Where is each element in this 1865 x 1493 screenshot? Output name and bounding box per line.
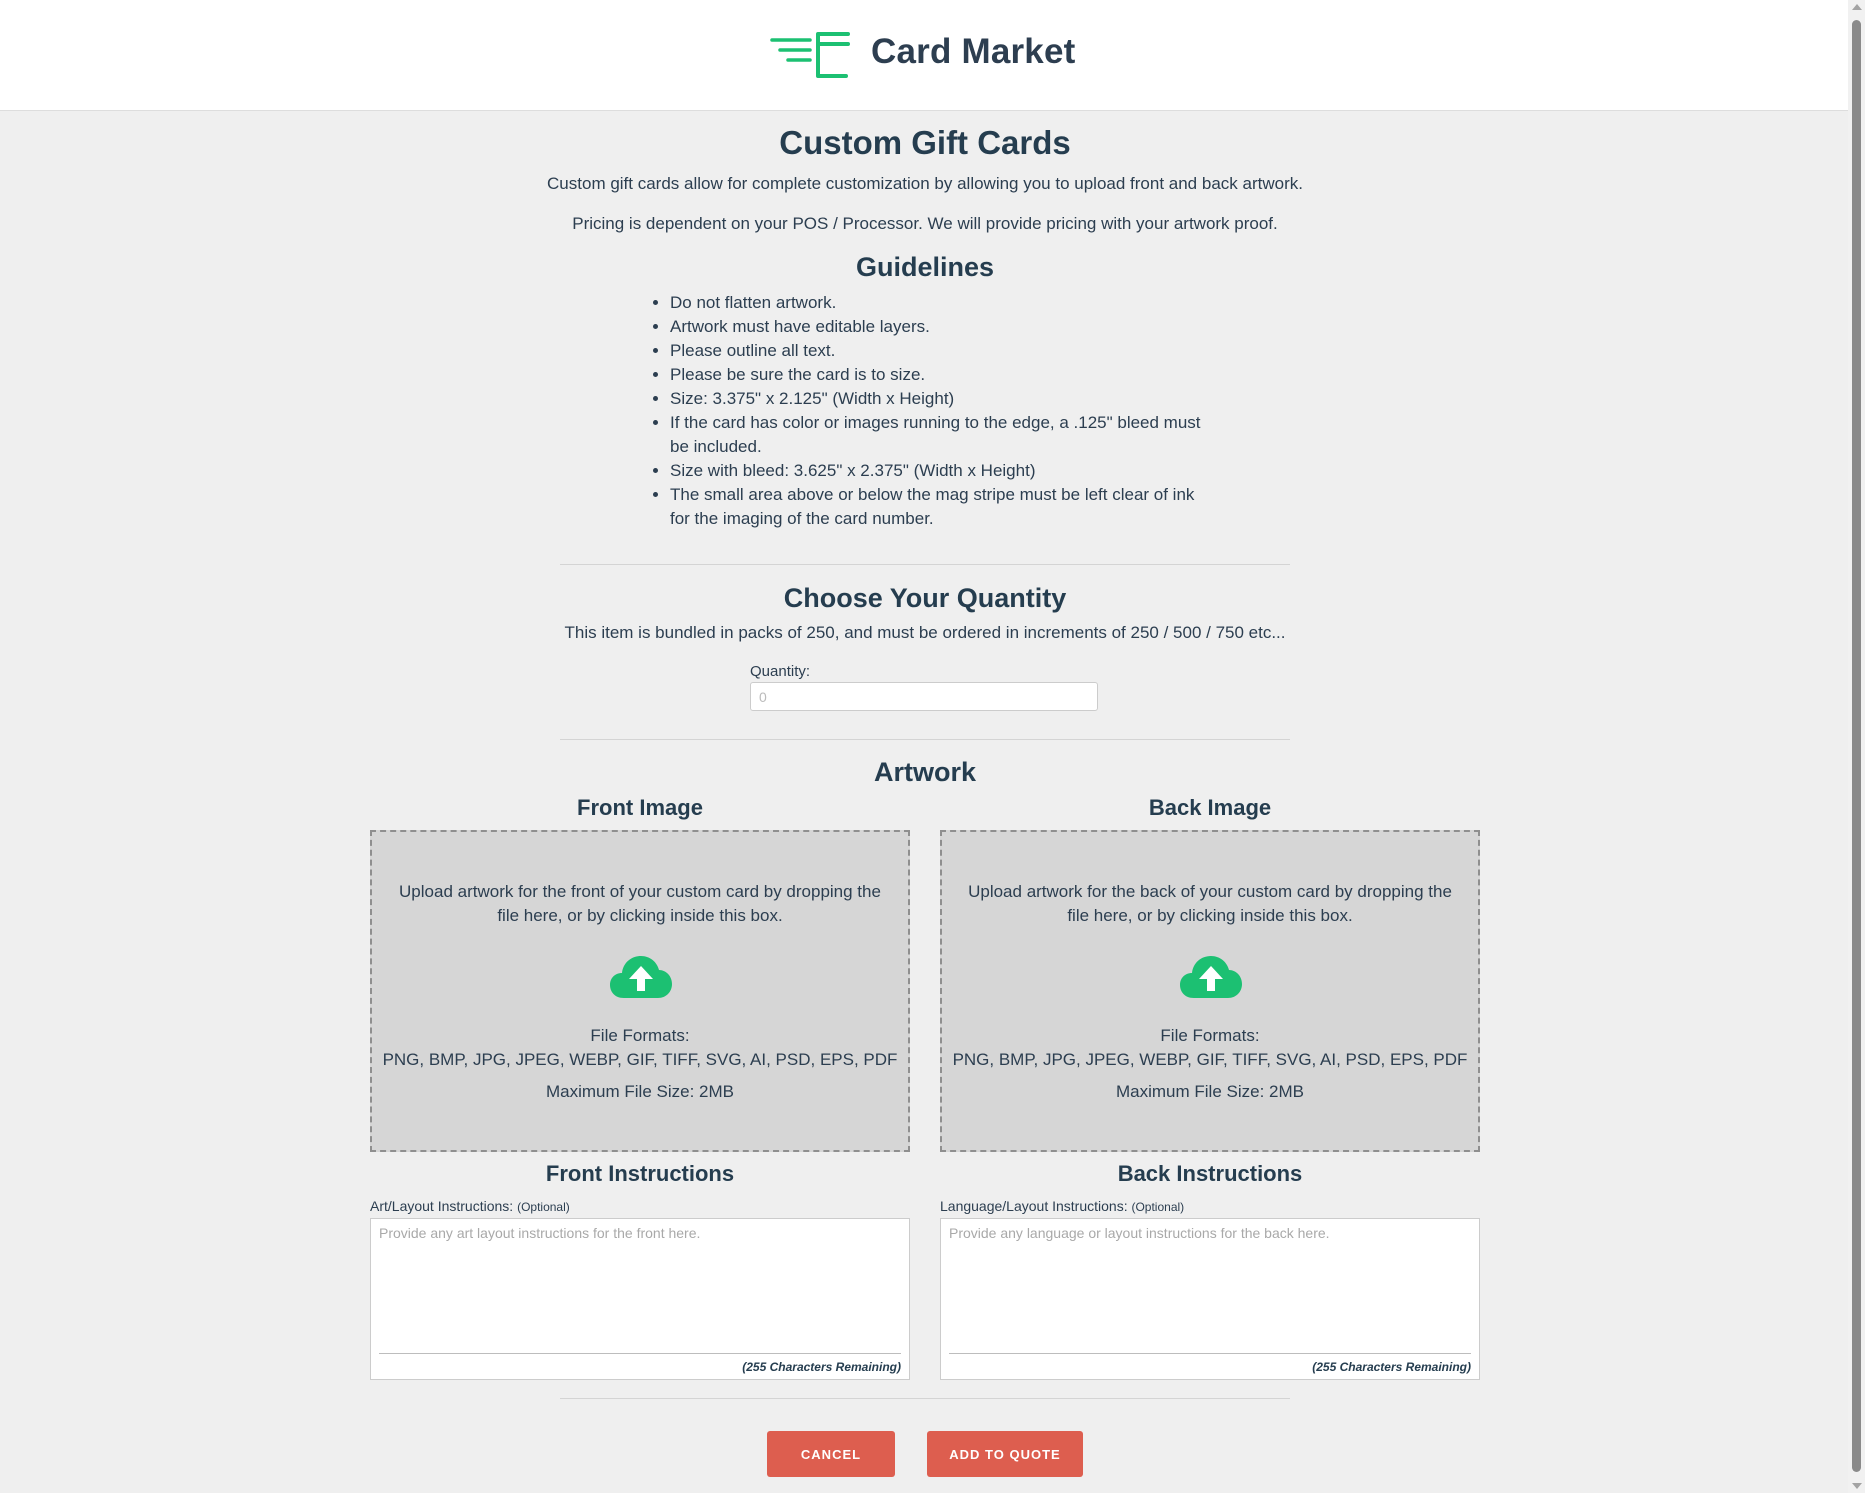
back-formats-label: File Formats: <box>1160 1026 1260 1045</box>
scrollbar-thumb[interactable] <box>1852 20 1861 1472</box>
quantity-input[interactable] <box>750 682 1098 711</box>
page-title: Custom Gift Cards <box>779 124 1071 161</box>
front-instructions-label <box>370 1198 570 1214</box>
back-instructions-label-text: Language/Layout Instructions: <box>940 1198 1128 1214</box>
front-instructions-label-text: Art/Layout Instructions: <box>370 1198 514 1214</box>
back-characters-remaining: (255 Characters Remaining) <box>1312 1360 1471 1374</box>
guideline-item: • Size with bleed: 3.625" x 2.375" (Width x Height) <box>670 459 1210 483</box>
back-image-title: Back Image <box>1148 795 1272 820</box>
guideline-item: • The small area above or below the mag stripe must be left clear of ink for the imaging of the card number. <box>670 483 1210 531</box>
guideline-item: • Do not flatten artwork. <box>670 291 1210 315</box>
front-instructions-box <box>370 1218 910 1380</box>
quantity-title: Choose Your Quantity <box>783 583 1067 613</box>
back-instructions-title: Back Instructions <box>1117 1161 1303 1186</box>
back-formats: PNG, BMP, JPG, JPEG, WEBP, GIF, TIFF, SVG, AI, PSD, EPS, PDF <box>952 1050 1468 1069</box>
front-characters-remaining: (255 Characters Remaining) <box>742 1360 901 1374</box>
section-divider <box>560 739 1290 740</box>
page-scrollbar[interactable] <box>1848 0 1865 1493</box>
optional-tag: (Optional) <box>517 1200 570 1214</box>
add-to-quote-button[interactable]: ADD TO QUOTE <box>927 1431 1083 1477</box>
section-divider <box>560 564 1290 565</box>
front-instructions-textarea[interactable] <box>379 1225 899 1343</box>
cloud-upload-icon <box>1180 954 1242 1000</box>
front-formats-label: File Formats: <box>590 1026 690 1045</box>
optional-tag: (Optional) <box>1131 1200 1185 1214</box>
intro-text: Custom gift cards allow for complete customization by allowing you to upload front and back artwork. <box>547 174 1303 193</box>
front-upload-text: Upload artwork for the front of your custom card by dropping the file here, or by clicking inside this box. <box>399 882 881 925</box>
front-instructions-title: Front Instructions <box>545 1161 735 1186</box>
artwork-title: Artwork <box>873 757 976 787</box>
card-market-logo-icon <box>770 30 850 80</box>
textarea-divider <box>949 1353 1471 1354</box>
section-divider <box>560 1398 1290 1399</box>
textarea-divider <box>379 1353 901 1354</box>
front-formats: PNG, BMP, JPG, JPEG, WEBP, GIF, TIFF, SVG, AI, PSD, EPS, PDF <box>382 1050 898 1069</box>
guideline-item: • If the card has color or images running to the edge, a .125" bleed must be included. <box>670 411 1210 459</box>
back-max-size: Maximum File Size: 2MB <box>1116 1082 1304 1101</box>
guideline-item: • Please outline all text. <box>670 339 1210 363</box>
front-max-size: Maximum File Size: 2MB <box>546 1082 734 1101</box>
guideline-item: • Artwork must have editable layers. <box>670 315 1210 339</box>
guidelines-title: Guidelines <box>855 252 995 282</box>
quantity-label: Quantity: <box>750 663 811 680</box>
scroll-up-arrow-icon[interactable] <box>1852 4 1862 10</box>
front-image-title: Front Image <box>577 795 703 820</box>
brand-logo[interactable] <box>770 28 1090 82</box>
front-image-dropzone[interactable] <box>370 830 910 1152</box>
guidelines-list <box>650 291 1210 531</box>
cloud-upload-icon <box>610 954 672 1000</box>
pricing-note: Pricing is dependent on your POS / Processor. We will provide pricing with your artwork proof. <box>572 214 1278 233</box>
guideline-item: • Please be sure the card is to size. <box>670 363 1210 387</box>
guideline-item: • Size: 3.375" x 2.125" (Width x Height) <box>670 387 1210 411</box>
cancel-button[interactable]: CANCEL <box>767 1431 895 1477</box>
back-upload-text: Upload artwork for the back of your custom card by dropping the file here, or by clicking inside this box. <box>968 882 1452 925</box>
back-instructions-label <box>940 1198 1184 1214</box>
quantity-description: This item is bundled in packs of 250, and must be ordered in increments of 250 / 500 / 750 etc... <box>564 623 1286 642</box>
back-instructions-box <box>940 1218 1480 1380</box>
back-instructions-textarea[interactable] <box>949 1225 1469 1343</box>
back-image-dropzone[interactable] <box>940 830 1480 1152</box>
scroll-down-arrow-icon[interactable] <box>1852 1483 1862 1489</box>
site-header <box>0 0 1848 111</box>
brand-name: Card Market <box>871 32 1076 71</box>
